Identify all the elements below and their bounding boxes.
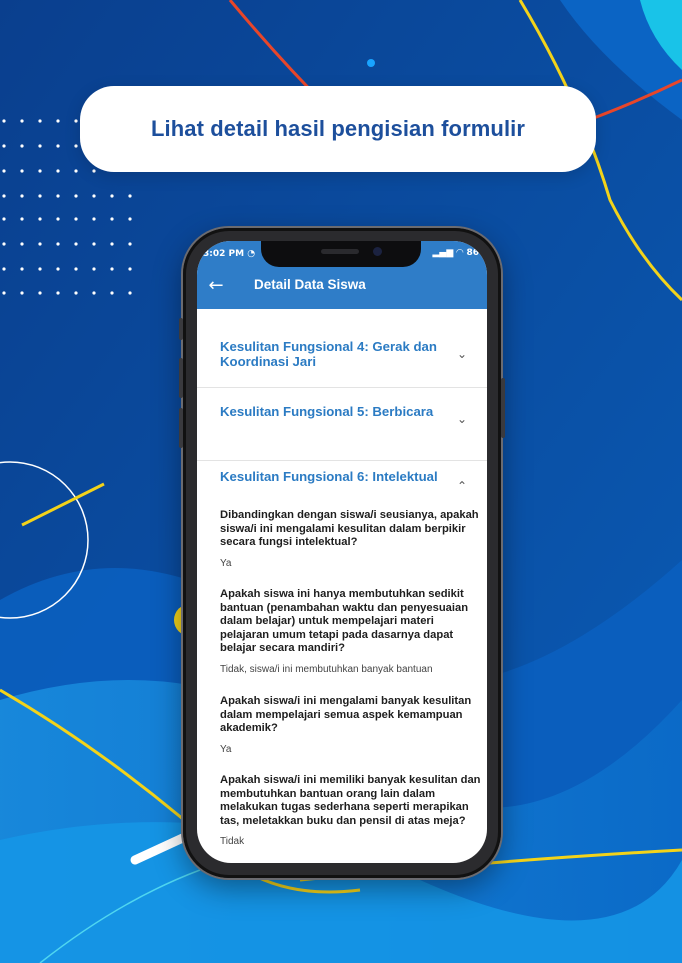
answer-text: Tidak bbox=[220, 836, 245, 848]
qa-item bbox=[220, 695, 482, 755]
speaker-grille bbox=[321, 249, 359, 254]
back-arrow-icon[interactable]: ← bbox=[208, 275, 224, 296]
chevron-down-icon[interactable]: ⌄ bbox=[456, 412, 468, 426]
question-text: Dibandingkan dengan siswa/i seusianya, apakah siswa/i ini mengalami kesulitan dalam berpikir secara fungsi intelektual? bbox=[220, 509, 479, 549]
section-title: Kesulitan Fungsional 4: Gerak dan Koordinasi Jari bbox=[220, 339, 437, 369]
phone-screen bbox=[197, 241, 487, 863]
section-title: Kesulitan Fungsional 5: Berbicara bbox=[220, 404, 434, 419]
app-bar bbox=[197, 241, 487, 309]
chevron-up-icon[interactable]: ⌃ bbox=[456, 479, 468, 493]
phone-notch bbox=[261, 241, 421, 267]
qa-item bbox=[220, 774, 482, 847]
title-banner bbox=[80, 86, 596, 172]
status-signal-wifi-battery-icons: ▂▄▆ ◠ 86 bbox=[432, 248, 479, 258]
accordion-section-fungsional-6[interactable] bbox=[197, 461, 487, 863]
banner-title: Lihat detail hasil pengisian formulir bbox=[150, 116, 526, 141]
answer-text: Ya bbox=[220, 743, 232, 755]
qa-item bbox=[220, 588, 482, 675]
status-time: 3:02 PM ◔ bbox=[203, 249, 256, 259]
phone-mockup bbox=[183, 228, 501, 878]
question-text: Apakah siswa ini hanya membutuhkan sedikit bantuan (penambahan waktu dan penyesuaian dalam belajar) untuk mempelajari materi pelajaran umum tetapi pada dasarnya dapat belajar secara mandiri? bbox=[220, 588, 469, 655]
question-text: Apakah siswa/i ini mengalami banyak kesulitan dalam mempelajari semua aspek kemampuan akademik? bbox=[220, 695, 472, 735]
section-title: Kesulitan Fungsional 6: Intelektual bbox=[220, 469, 438, 484]
chevron-down-icon[interactable]: ⌄ bbox=[456, 347, 468, 361]
qa-item bbox=[220, 509, 482, 569]
front-camera bbox=[373, 247, 382, 256]
accordion-section-fungsional-5[interactable] bbox=[197, 388, 487, 461]
content-scroll-area[interactable] bbox=[197, 309, 487, 863]
page-title: Detail Data Siswa bbox=[254, 277, 366, 292]
phone-power-button bbox=[501, 378, 505, 438]
status-notification-icon: ◔ bbox=[247, 249, 256, 259]
phone-volume-up-button bbox=[179, 358, 183, 398]
accordion-section-fungsional-4[interactable] bbox=[197, 309, 487, 388]
answer-text: Tidak, siswa/i ini membutuhkan banyak bantuan bbox=[220, 663, 433, 675]
phone-volume-down-button bbox=[179, 408, 183, 448]
answer-text: Ya bbox=[220, 557, 232, 569]
question-text: Apakah siswa/i ini memiliki banyak kesulitan dan membutuhkan bantuan orang lain dalam melakukan tugas sederhana seperti merapikan tas, meletakkan buku dan pensil di atas meja? bbox=[220, 774, 481, 827]
phone-side-button bbox=[179, 318, 183, 340]
